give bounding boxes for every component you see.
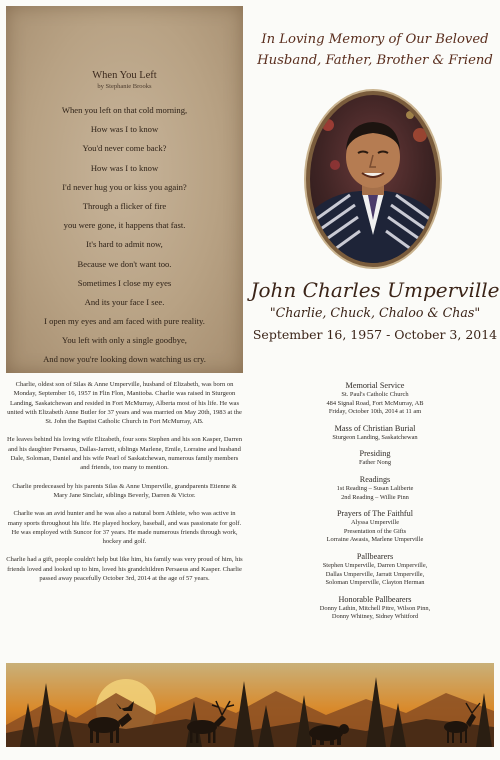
- portrait-illustration: [310, 95, 436, 263]
- poem-body: [6, 101, 243, 370]
- poem-line: I open my eyes and am faced with pure reality.: [44, 316, 205, 327]
- section-heading: Prayers of The Faithful: [336, 509, 414, 519]
- section-heading: Readings: [359, 474, 391, 484]
- section-line: Donny Lathin, Mitchell Pitre, Wilson Pinn,: [319, 604, 431, 612]
- section-heading: Honorable Pallbearers: [338, 594, 412, 604]
- presiding-section: [250, 448, 500, 468]
- section-line: St. Paul's Catholic Church: [341, 391, 409, 398]
- section-line: 1st Reading – Susan Laliberte: [336, 484, 414, 492]
- section-line: Lorraine Awasis, Marlene Umperville: [326, 536, 424, 544]
- poem-line: Through a flicker of fire: [82, 200, 167, 211]
- pallbearers-section: [250, 551, 500, 588]
- poem-line: Because we don't want too.: [77, 258, 172, 269]
- section-line: Dallas Umperville, Jarratt Umperville,: [325, 570, 425, 578]
- deceased-name: John Charles Umperville: [250, 278, 500, 302]
- memorial-heading-line1: In Loving Memory of Our Beloved: [261, 32, 489, 47]
- deceased-nicknames: "Charlie, Chuck, Chaloo & Chas": [269, 305, 481, 320]
- obituary-paragraph: He leaves behind his loving wife Elizabeth, four sons Stephen and his son Kasper, Darren and his daughter Persaeus, Dallas-Jarrett, siblings Marlene, Emile, Lorraine and husband Dale, Soloman, Daniel and his wife Pearl of Saskatchewan, numerous family members and friends, too many to mention.: [6, 436, 242, 472]
- poem-line: And now you're looking down watching us cry.: [43, 354, 206, 365]
- obituary: [6, 380, 243, 592]
- poem-line: I'd never hug you or kiss you again?: [62, 181, 187, 192]
- section-line: Friday, October 10th, 2014 at 11 am: [328, 408, 422, 416]
- section-line: Alyssa Umperville: [350, 519, 400, 527]
- service-details: [250, 380, 500, 628]
- obituary-paragraph: Charlie was an avid hunter and he was also a natural born Athlete, who was active in many sports throughout his life. He played hockey, baseball, and was passionate for golf. He was employed with Suncor for 37 years. He made numerous friends through work, hockey and golf.: [7, 510, 242, 546]
- obituary-paragraph: Charlie predeceased by his parents Silas & Anne Umperville, grandparents Etienne & Mary Jane Sinclair, siblings Beverly, Darren & Victor.: [12, 482, 237, 499]
- poem-line: You'd never come back?: [82, 143, 167, 154]
- burial-section: [250, 423, 500, 443]
- section-line: Father Nong: [358, 459, 392, 467]
- portrait-frame: [306, 91, 440, 267]
- life-dates: September 16, 1957 - October 3, 2014: [252, 327, 498, 342]
- section-heading: Presiding: [359, 449, 391, 459]
- memorial-service-section: [250, 380, 500, 417]
- wilderness-banner: [6, 663, 494, 747]
- wilderness-scene-illustration: [6, 663, 494, 747]
- section-line: 2nd Reading – Willie Pinn: [341, 493, 409, 501]
- section-line: Soloman Umperville, Clayton Herman: [325, 579, 425, 587]
- memorial-heading-line2: Husband, Father, Brother & Friend: [257, 53, 493, 68]
- section-line: Stephen Umperville, Darren Umperville,: [322, 561, 428, 569]
- poem-line: And its your face I see.: [84, 296, 165, 307]
- poem-panel: [6, 6, 243, 373]
- obituary-paragraph: Charlie, oldest son of Silas & Anne Umperville, husband of Elizabeth, was born on Monday, September 16, 1957 in Flin Flon, Manitoba. Charlie was raised in Sturgeon Landing, Saskatchewan and resided in Fort McMurray, Alberta most of his life. He was united with Elizabeth Anne Butler for 37 years and was married on May 20th, 1983 at the St. John the Baptist Catholic Church in Fort McMurray, AB.: [7, 381, 242, 426]
- portrait-photo: [310, 95, 436, 263]
- section-heading: Pallbearers: [356, 551, 394, 561]
- poem-line: When you left on that cold morning,: [61, 105, 188, 115]
- section-line: Presentation of the Gifts: [343, 527, 407, 535]
- poem-author: by Stephanie Brooks: [97, 83, 152, 90]
- readings-section: [250, 474, 500, 502]
- section-line: Donny Whitney, Sidney Whitford: [331, 613, 419, 621]
- poem-line: You left with only a single goodbye,: [62, 335, 187, 346]
- section-line: 484 Signal Road, Fort McMurray, AB: [326, 399, 424, 407]
- section-heading: Memorial Service: [345, 381, 405, 390]
- poem-line: It's hard to admit now,: [86, 239, 163, 250]
- prayers-section: [250, 508, 500, 545]
- section-heading: Mass of Christian Burial: [334, 423, 416, 433]
- honorary-pallbearers-section: [250, 594, 500, 622]
- obituary-paragraph: Charlie had a gift, people couldn't help but like him, his family was very proud of him, his friends loved and looked up to him, loved his grandchildren Persaeus and Kasper. Charlie passed away peacefully October 3rd, 2014 at the age of 57 years.: [6, 556, 243, 583]
- poem-line: Sometimes I close my eyes: [77, 277, 172, 288]
- section-line: Sturgeon Landing, Saskatchewan: [332, 433, 418, 441]
- poem-line: How was I to know: [90, 162, 159, 173]
- poem-title: When You Left: [92, 70, 157, 81]
- poem-line: you were gone, it happens that fast.: [63, 220, 186, 231]
- poem-line: How was I to know: [90, 124, 159, 135]
